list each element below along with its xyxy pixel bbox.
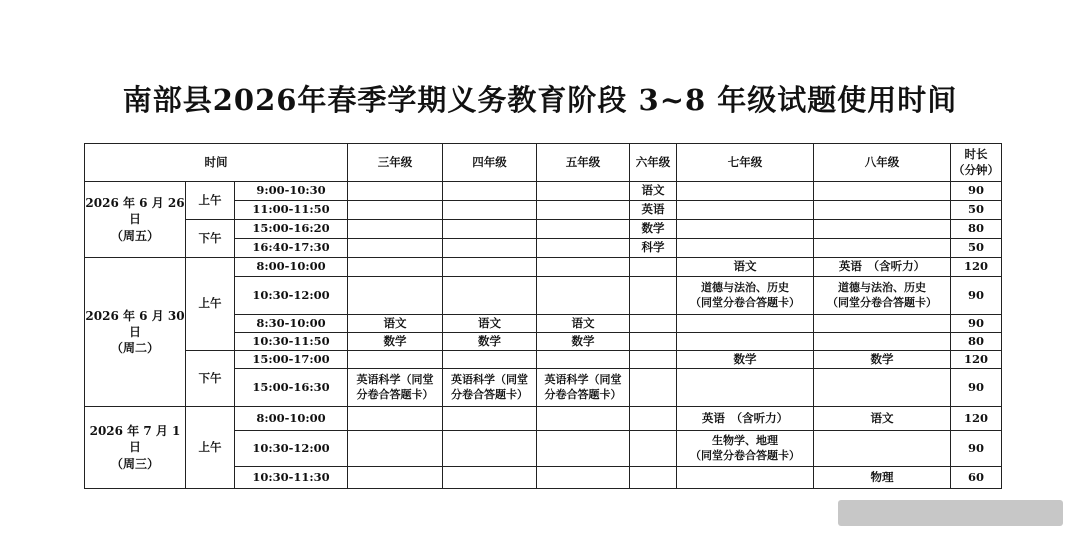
duration-cell: 90 xyxy=(951,182,1002,201)
subject-cell: 数学 xyxy=(443,333,537,351)
subject-cell: 语文 xyxy=(348,315,443,333)
header-time: 时间 xyxy=(85,144,348,182)
subject-cell: 语文 xyxy=(537,315,630,333)
watermark-overlay xyxy=(838,500,1063,526)
date-cell-day2: 2026 年 6 月 30 日 （周二） xyxy=(85,258,186,407)
subject-cell: 道德与法治、历史 （同堂分卷合答题卡） xyxy=(814,277,951,315)
subject-cell: 语文 xyxy=(443,315,537,333)
session-pm: 下午 xyxy=(186,220,235,258)
header-grade6: 六年级 xyxy=(630,144,677,182)
duration-cell: 60 xyxy=(951,467,1002,489)
duration-cell: 90 xyxy=(951,277,1002,315)
subject-cell: 科学 xyxy=(630,239,677,258)
subject-cell: 道德与法治、历史 （同堂分卷合答题卡） xyxy=(677,277,814,315)
page-title: 南部县2026年春季学期义务教育阶段 3~8 年级试题使用时间 xyxy=(122,83,958,117)
subject-cell: 英语 xyxy=(630,201,677,220)
subject-cell: 数学 xyxy=(537,333,630,351)
duration-cell: 90 xyxy=(951,315,1002,333)
header-row xyxy=(85,144,1002,182)
time-cell: 10:30-11:50 xyxy=(235,333,348,351)
header-grade5: 五年级 xyxy=(537,144,630,182)
subject-cell: 英语科学（同堂 分卷合答题卡） xyxy=(443,369,537,407)
subject-cell: 英语科学（同堂 分卷合答题卡） xyxy=(348,369,443,407)
duration-cell: 90 xyxy=(951,431,1002,467)
subject-cell: 物理 xyxy=(814,467,951,489)
time-cell: 10:30-12:00 xyxy=(235,277,348,315)
subject-cell: 英语 （含听力） xyxy=(814,258,951,277)
subject-cell: 语文 xyxy=(630,182,677,201)
subject-cell: 数学 xyxy=(630,220,677,239)
header-duration: 时长 （分钟） xyxy=(951,144,1002,182)
duration-cell: 90 xyxy=(951,369,1002,407)
time-cell: 9:00-10:30 xyxy=(235,182,348,201)
session-am: 上午 xyxy=(186,258,235,351)
time-cell: 8:00-10:00 xyxy=(235,258,348,277)
time-cell: 10:30-11:30 xyxy=(235,467,348,489)
time-cell: 16:40-17:30 xyxy=(235,239,348,258)
subject-cell: 英语科学（同堂 分卷合答题卡） xyxy=(537,369,630,407)
time-cell: 15:00-16:20 xyxy=(235,220,348,239)
date-cell-day3: 2026 年 7 月 1 日 （周三） xyxy=(85,407,186,489)
table-row xyxy=(85,258,1002,277)
duration-cell: 80 xyxy=(951,333,1002,351)
duration-cell: 80 xyxy=(951,220,1002,239)
duration-cell: 50 xyxy=(951,239,1002,258)
session-pm: 下午 xyxy=(186,351,235,407)
session-am: 上午 xyxy=(186,182,235,220)
duration-cell: 120 xyxy=(951,258,1002,277)
time-cell: 15:00-16:30 xyxy=(235,369,348,407)
subject-cell: 语文 xyxy=(677,258,814,277)
header-grade4: 四年级 xyxy=(443,144,537,182)
header-grade3: 三年级 xyxy=(348,144,443,182)
subject-cell: 数学 xyxy=(348,333,443,351)
subject-cell: 数学 xyxy=(814,351,951,369)
subject-cell: 生物学、地理 （同堂分卷合答题卡） xyxy=(677,431,814,467)
schedule-table xyxy=(84,143,1002,489)
time-cell: 8:30-10:00 xyxy=(235,315,348,333)
date-cell-day1: 2026 年 6 月 26 日 （周五） xyxy=(85,182,186,258)
time-cell: 11:00-11:50 xyxy=(235,201,348,220)
header-grade8: 八年级 xyxy=(814,144,951,182)
duration-cell: 120 xyxy=(951,351,1002,369)
session-am: 上午 xyxy=(186,407,235,489)
table-row xyxy=(85,407,1002,431)
time-cell: 10:30-12:00 xyxy=(235,431,348,467)
subject-cell: 语文 xyxy=(814,407,951,431)
table-row xyxy=(85,182,1002,201)
duration-cell: 120 xyxy=(951,407,1002,431)
header-grade7: 七年级 xyxy=(677,144,814,182)
time-cell: 15:00-17:00 xyxy=(235,351,348,369)
subject-cell: 英语 （含听力） xyxy=(677,407,814,431)
table-row xyxy=(85,351,1002,369)
subject-cell: 数学 xyxy=(677,351,814,369)
table-row xyxy=(85,220,1002,239)
time-cell: 8:00-10:00 xyxy=(235,407,348,431)
duration-cell: 50 xyxy=(951,201,1002,220)
